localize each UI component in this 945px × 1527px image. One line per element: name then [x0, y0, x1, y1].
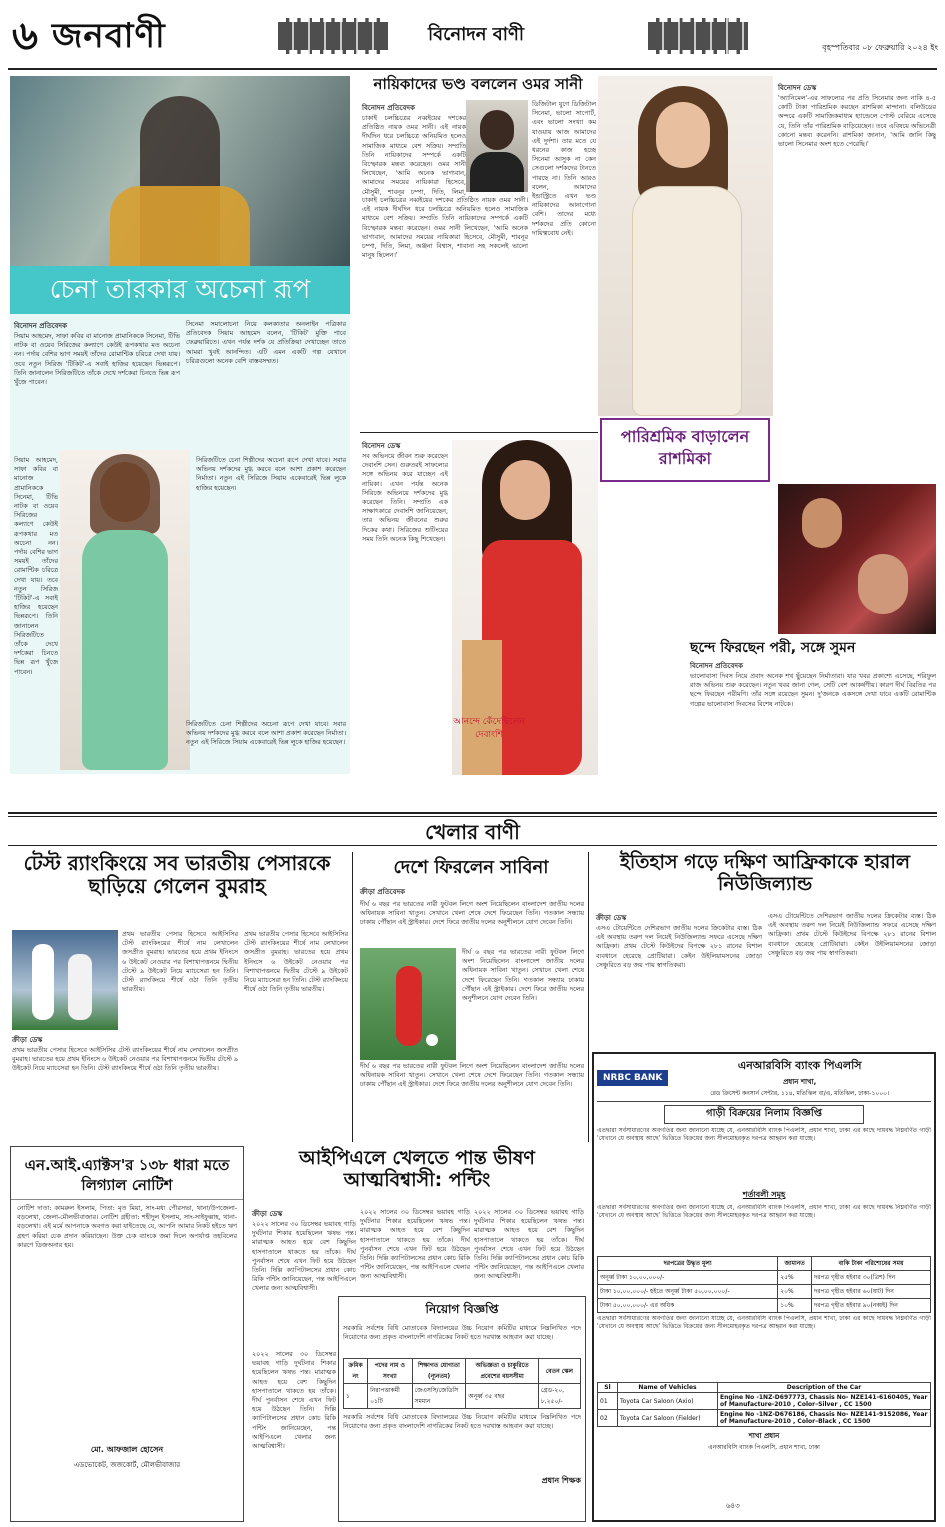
player: [396, 966, 422, 1046]
player-2: [68, 954, 92, 1020]
sports-section-title: খেলার বাণী: [425, 820, 520, 844]
niyog-title: নিয়োগ বিজ্ঞপ্তি: [425, 1302, 499, 1316]
chena-body-1: সিয়াম আহমেদ, সাফা কবির বা মানোজ প্রামানিককে সিনেমা, টিভি নাটক বা ওয়েব সিরিজের কল্যাণে কেউই রূপকথার মত অচেনা নন। পর্দায় বেশির ভাগ সময়ই তাঁদের রোমান্টিক চরিত্রে দেখা যায়। তবে নতুন সিরিজ 'টিকিট'-এ সবাই হাজির হয়েছেন ভিন্নরূপে। তিনি জানালেন সিরিজটিতে তাঁকে দেখে দর্শকেরা চিনতে ভিন্ন রূপ খুঁজে পাবেন।: [14, 332, 180, 387]
figure-face: [656, 102, 710, 168]
figure-dress: [632, 186, 742, 416]
deposit-cell: টাকা ৫০,০০,০০০/- এর অধিক: [598, 1299, 778, 1313]
niyog-cell: নিরাপত্তাকর্মী ০১টি: [368, 1384, 412, 1409]
vehicle-cell: 02: [598, 1410, 618, 1427]
chena-body-5: সিরিজটিতে চেনা শিল্পীদের অচেনা রূপে দেখা যাবে। সবার অভিনয় দর্শকদের মুগ্ধ করবে বলে আশা প্রকাশ করেছেন নির্মাতা। নতুন এই সিরিজে সিয়াম একেবারেই ভিন্ন লুকে হাজির হয়েছেন।: [186, 720, 346, 747]
logo-text: জনবাণী: [52, 16, 166, 56]
figure-head: [480, 110, 514, 150]
pant-body-4: ২০২২ সালের ৩০ ডিসেম্বর ভয়াবহ গাড়ি দুর্ঘটনার শিকার হয়েছিলেন ঋষভ পন্ত। মারাত্মক আহত হয়ে বেশ কিছুদিন হাসপাতালে থাকতে হয় তাঁকে। দীর্ঘ পুনর্বাসন শেষে এখন ফিট হয়ে উঠছেন তিনি। দিল্লি ক্যাপিটালসের প্রধান কোচ রিকি পন্টিং জানিয়েছেন, পন্ত আইপিএলে খেলার জন্য আত্মবিশ্বাসী।: [252, 1350, 336, 1451]
bumrah-vrule: [352, 852, 353, 1142]
nrbc-deposit-table: [597, 1256, 931, 1313]
niyog-cell: ১: [344, 1384, 368, 1409]
deposit-header: বাকি টাকা পরিশোধের সময়: [812, 1257, 931, 1271]
niyog-intro: সরকারি সর্বশেষ বিধি মোতাবেক বিদ্যালয়ের উচ্চ নিয়োগ কমিটির মাধ্যমে নিম্নলিখিত পদে নিয়োগের জন্য প্রকৃত বাংলাদেশি নাগরিকের নিকট হতে দরখাস্ত আহবান করা যাচ্ছে।: [343, 1324, 581, 1342]
rashmika-quote: পারিশ্রমিক বাড়ালেন রাশমিকা: [620, 427, 750, 468]
figure-hair: [90, 454, 160, 534]
nrbc-footer-role: শাখা প্রধান: [748, 1432, 780, 1440]
issue-date: বৃহস্পতিবার ০৮ ফেব্রুয়ারি ২০২৪ ইং: [822, 43, 938, 52]
sabina-byline: ক্রীড়া প্রতিবেদক: [360, 888, 406, 896]
legal-notice-box: [10, 1146, 244, 1522]
ball-icon: [426, 1034, 438, 1046]
niyog-conditions: সরকারি সর্বশেষ বিধি মোতাবেক বিদ্যালয়ের উচ্চ নিয়োগ কমিটির মাধ্যমে নিম্নলিখিত পদে নিয়োগের জন্য প্রকৃত বাংলাদেশি নাগরিকের নিকট হতে দরখাস্ত আহবান করা যাচ্ছে।: [343, 1413, 581, 1431]
deposit-cell: ২০%: [778, 1285, 812, 1299]
niyog-header-5: বেতন স্কেল: [538, 1359, 580, 1384]
rashmika-photo: [598, 76, 773, 416]
pant-body-2: ২০২২ সালের ৩০ ডিসেম্বর ভয়াবহ গাড়ি দুর্ঘটনার শিকার হয়েছিলেন ঋষভ পন্ত। মারাত্মক আহত হয়ে বেশ কিছুদিন হাসপাতালে থাকতে হয় তাঁকে। দীর্ঘ পুনর্বাসন শেষে এখন ফিট হয়ে উঠছেন তিনি। দিল্লি ক্যাপিটালসের প্রধান কোচ রিকি পন্টিং জানিয়েছেন, পন্ত আইপিএলে খেলার জন্য আত্মবিশ্বাসী।: [360, 1208, 470, 1281]
actress-photo-window: [10, 76, 350, 266]
omar-byline: বিনোদন প্রতিবেদক: [362, 104, 415, 112]
logo: [52, 16, 166, 56]
sabina-vrule: [588, 852, 589, 1142]
niyog-header-3: শিক্ষাগত যোগ্যতা (ন্যূনতম): [412, 1359, 466, 1384]
figure-2: [858, 554, 908, 614]
nrbc-logo: NRBC BANK: [597, 1070, 668, 1086]
pori-byline: বিনোদন প্রতিবেদক: [690, 662, 743, 670]
nz-body-1: এসএ টোয়েন্টিতে দেশিরভাগ জাতীয় দলের ক্রিকেটার ব্যস্ত। ঠিক এই অবস্থায় তরুণ দল নিয়েই নিউজিল্যান্ড সফরে এসেছে দক্ষিণ আফ্রিকা। প্রথম টেস্টে কিউইদের বিপক্ষে ২৮১ রানের বিশাল ব্যবধানে হেরেছে প্রোটিয়ারা। কেইন উইলিয়ামসনের জোড়া সেঞ্চুরিতে বড় জয় পায় স্বাগতিকরা।: [596, 924, 762, 969]
nz-headline: ইতিহাস গড়ে দক্ষিণ আফ্রিকাকে হারাল নিউজিল্যান্ড: [619, 851, 911, 895]
chena-byline: বিনোদন প্রতিবেদক: [14, 322, 67, 330]
debangshi-caption: আনন্দে কেঁদেছিলেন দেবাংশি: [453, 717, 525, 740]
nrbc-vehicle-table: [597, 1382, 931, 1427]
pant-headline: আইপিএলে খেলতে পান্ত ভীষণ আত্মবিশ্বাসী: পন্টিং: [299, 1147, 535, 1191]
sports-top-rule: [8, 812, 937, 814]
legal-notice-body: নোটিশ দাতা: কামরুল ইসলাম, পিতা: মৃত মিয়া, সাং-মধ্য পৌরসভা, থানা/উপজেলা-বড়লেখা, জেলা-মৌলভীবাজার। নোটিশ গ্রহীতা: শহীদুল ইসলাম, সাং-সাইফুল্লাহ, থানা-বড়লেখা। এই মর্মে আপনাকে অবগত করা যাইতেছে যে, আপনি আমার নিকট হইতে ঋণ গ্রহণ করিয়া চেক প্রদান করিয়াছেন। উক্ত চেক ব্যাংকে জমা দিলে অপর্যাপ্ত তহবিলের কারণে ডিজঅনার হয়।: [17, 1204, 237, 1249]
deposit-cell: দরপত্র গৃহীত হইবার ৬০(ষাট) দিন: [812, 1285, 931, 1299]
nz-byline: ক্রীড়া ডেস্ক: [596, 914, 627, 922]
vehicle-cell: 01: [598, 1393, 618, 1410]
omar-body-1: চাকাই চলচ্চিত্রের নব্বইয়ের দশকের প্রতিষ্ঠিত নায়ক ওমর সানী। এই নায়ক দীর্ঘদিন ধরে চলচ্চিত্রে অনিয়মিত হলেও সামাজিক মাধ্যমে বেশ সক্রিয়। সম্প্রতি তিনি নায়িকাদের সম্পর্কে একটি বিস্ফোরক মন্তব্য করেছেন। ওমর সানী লিখেছেন, 'আমি অনেক ভাগ্যবান, আমাদের সময়ের নায়িকারা হিসেবে, মৌসুমী, শাবনূর চম্পা, দিতি, লিমা,: [362, 114, 466, 196]
bumrah-body-3: প্রথম ভারতীয় পেসার হিসেবে আইসিসির টেস্ট র‍্যাংকিংয়ের শীর্ষে নাম লেখালেন জসপ্রীত বুমরাহ। ভারতের হয়ে প্রথম ইনিংসে ৬ উইকেট নেওয়ার পর বিশাখাপত্তনমে দ্বিতীয় টেস্টে ৯ উইকেট নিয়ে ম্যাচসেরা হন তিনি। টেস্ট র‍্যাংকিংয়ে শীর্ষে ওঠা তিনি তৃতীয় ভারতীয়।: [244, 930, 348, 994]
legal-notice-title: এন.আই.এ্যাক্টস'র ১৩৮ ধারা মতে লিগ্যাল নোটিশ: [11, 1147, 243, 1200]
pori-suman-photo: [778, 484, 936, 634]
pori-body-1: ভালোবাসা দিবস নিয়ে প্রবাদ অনেক শখ ছুঁয়েছেন নির্মাতারা। যার খবর প্রকাশ্যে এসেছে, শরিফুল রাজ অভিনয় শুরু করেছেন। নতুন খবর জানা গেল, সেটি বেশ আকর্ষণীয়। কারণ দীর্ঘ বিরতির পর ছন্দে ফিরছেন পরীমণি। তাঁর সঙ্গে রয়েছেন সুমন। দু'জনকে একসঙ্গে দেখা যাবে একটি রোমান্টিক গল্পের ভালোবাসা দিবসের বিশেষ নাটকে।: [690, 672, 936, 708]
masthead-rule: [8, 68, 937, 70]
chena-body-2: সিনেমা সমালোচনা নিয়ে কলকাতার অনলাইন পত্রিকার প্রতিবেদক সিয়াম আহমেদ বলেন, 'টিকিট' মুক্তি পাবে ফেব্রুয়ারিতে। এখন পর্যন্ত দর্শক যে প্রতিক্রিয়া দেখাচ্ছেন তাতে আমরা খুবই আনন্দিত। এটি এমন একটি গল্প যেখানে চরিত্রগুলো অনেক বেশি বাস্তবসম্মত।: [186, 320, 346, 365]
chena-body-4: সিয়াম আহমেদ, সাফা কবির বা মানোজ প্রামানিককে সিনেমা, টিভি নাটক বা ওয়েব সিরিজের কল্যাণে কেউই রূপকথার মত অচেনা নন। পর্দায় বেশির ভাগ সময়ই তাঁদের রোমান্টিক চরিত্রে দেখা যায়। তবে নতুন সিরিজ 'টিকিট'-এ সবাই হাজির হয়েছেন ভিন্নরূপে। তিনি জানালেন সিরিজটিতে তাঁকে দেখে দর্শকেরা চিনতে ভিন্ন রূপ খুঁজে পাবেন।: [14, 456, 58, 676]
deposit-header: জামানত: [778, 1257, 812, 1271]
nrbc-body: এতদ্বারা সর্বসাধারণের অবগতির জন্য জানানো যাচ্ছে যে, এনআরবিসি ব্যাংক পিএলসি, প্রধান শাখা, ঢাকা এর কাছে দায়বদ্ধ নিম্নবর্ণিত গাড়ী 'যেখানে যে অবস্থায় আছে' ভিত্তিতে বিক্রয়ের জন্য সীলমোহরকৃত দরপত্র আহ্বান করা যাচ্ছে।: [597, 1127, 931, 1143]
figure-dress: [82, 530, 168, 770]
omar-headline: নায়িকাদের ভণ্ড বললেন ওমর সানী: [373, 75, 583, 93]
deposit-cell: দরপত্র গৃহীত হইবার ৩০(ত্রিশ) দিন: [812, 1271, 931, 1285]
bumrah-photo: [12, 930, 118, 1030]
deposit-cell: ২৫%: [778, 1271, 812, 1285]
nrbc-footer-name: এনআরবিসি ব্যাংক পিএলসি, প্রধান শাখা, ঢাকা: [708, 1444, 820, 1451]
niyog-cell: জেএসসি/জেডিসি সমমান: [412, 1384, 466, 1409]
chena-headline: চেনা তারকার অচেনা রূপ: [49, 275, 311, 305]
sabina-body-3: দীর্ঘ ৬ বছর পর ভারতের নারী ফুটবল লিগে অংশ নিয়েছিলেন বাংলাদেশ জাতীয় দলের অধিনায়ক সাবিনা খাতুন। সেখানে খেলা শেষে দেশে ফিরেছেন তিনি। গতকাল সন্ধ্যায় ঢাকায় পৌঁছান এই স্ট্রাইকার। দেশে ফিরে জাতীয় দলের অনুশীলনে যোগ দেবেন তিনি।: [360, 1062, 584, 1089]
sabina-photo: [360, 948, 456, 1060]
niyog-cell: গ্রেড-২০, ৮,২৫০/-: [538, 1384, 580, 1409]
sabina-headline: দেশে ফিরলেন সাবিনা: [393, 857, 549, 878]
niyog-cell: অনূর্ধ্ব ৩৫ বছর: [466, 1384, 538, 1409]
stool: [462, 640, 502, 775]
nrbc-conditions: এতদ্বারা সর্বসাধারণের অবগতির জন্য জানানো যাচ্ছে যে, এনআরবিসি ব্যাংক পিএলসি, প্রধান শাখা, ঢাকা এর কাছে দায়বদ্ধ নিম্নবর্ণিত গাড়ী 'যেখানে যে অবস্থায় আছে' ভিত্তিতে বিক্রয়ের জন্য সীলমোহরকৃত দরপত্র আহ্বান করা যাচ্ছে।: [597, 1204, 931, 1220]
deposit-cell: টাকা ১০,০০,০০০/- হইতে অনূর্ধ্ব টাকা ৫০,০০,০০০/-: [598, 1285, 778, 1299]
rashmika-byline: বিনোদন ডেস্ক: [778, 84, 817, 92]
figure-body: [470, 152, 524, 192]
safa-kabir-photo: [60, 450, 190, 770]
nrbc-address: রেড ক্রিসেন্ট কনসার্ন সেন্টার, ১১৪, মতিঝিল বা/এ, মতিঝিল, ঢাকা-১০০০।: [710, 1090, 890, 1097]
film-strip-left-icon: [278, 18, 388, 54]
page-number: ৬: [12, 13, 39, 59]
pant-byline: ক্রীড়া ডেস্ক: [252, 1210, 283, 1218]
bumrah-body-2: প্রথম ভারতীয় পেসার হিসেবে আইসিসির টেস্ট র‍্যাংকিংয়ের শীর্ষে নাম লেখালেন জসপ্রীত বুমরাহ। ভারতের হয়ে প্রথম ইনিংসে ৬ উইকেট নেওয়ার পর বিশাখাপত্তনমে দ্বিতীয় টেস্টে ৯ উইকেট নিয়ে ম্যাচসেরা হন তিনি। টেস্ট র‍্যাংকিংয়ে শীর্ষে ওঠা তিনি তৃতীয় ভারতীয়।: [122, 930, 238, 994]
nrbc-notice-title: গাড়ী বিক্রয়ের নিলাম বিজ্ঞপ্তি: [664, 1105, 864, 1124]
deposit-cell: ১০%: [778, 1299, 812, 1313]
niyog-header-2: পদের নাম ও সংখ্যা: [368, 1359, 412, 1384]
figure-1: [802, 498, 842, 548]
vehicle-cell: Engine No -1NZ-D676186, Chassis No- NZE141-9152086, Year of Manufacture-2010 , Color–Black , CC 1500: [718, 1410, 931, 1427]
vehicle-cell: Toyota Car Saloon (Axio): [618, 1393, 718, 1410]
vehicle-header: Description of the Car: [718, 1383, 931, 1393]
debangshi-body-1: সব অভিনয়ে জীবন শুরু করেছেন দেবাংশি সেন। গুরুতরই সাফল্যের সঙ্গে অভিনয় করে যাচ্ছেন এই নায়িকা। এখন পর্যন্ত অনেক সিরিজে অভিনয়ে দর্শকদের মুগ্ধ করেছেন তিনি। সম্প্রতি এক সাক্ষাৎকারে দেবাংশি জানিয়েছেন, তার অভিনয় জীবনের শুরুর দিকের কথা। সিরিজের শুটিংয়ের সময় তিনি অনেক কিছু শিখেছেন।: [362, 452, 448, 543]
rashmika-quote-box: [600, 418, 770, 482]
omar-body-3: চাকাই চলচ্চিত্রের নব্বইয়ের দশকের প্রতিষ্ঠিত নায়ক ওমর সানী। এই নায়ক দীর্ঘদিন ধরে চলচ্চিত্রে অনিয়মিত হলেও সামাজিক মাধ্যমে বেশ সক্রিয়। সম্প্রতি তিনি নায়িকাদের সম্পর্কে একটি বিস্ফোরক মন্তব্য করেছেন। ওমর সানী লিখেছেন, 'আমি অনেক ভাগ্যবান, আমাদের সময়ের নায়িকারা হিসেবে, মৌসুমী, শাবনূর চম্পা, দিতি, লিমা, অঞ্জনা বিশ্বাস, শাবানা সহ সকলেই ভালো মানুষ ছিলেন।': [362, 196, 528, 260]
niyog-footer: প্রধান শিক্ষক: [541, 1476, 581, 1485]
niyog-header-1: ক্রমিক নং: [344, 1359, 368, 1384]
omar-rule: [360, 432, 598, 433]
sabina-body-1: দীর্ঘ ৬ বছর পর ভারতের নারী ফুটবল লিগে অংশ নিয়েছিলেন বাংলাদেশ জাতীয় দলের অধিনায়ক সাবিনা খাতুন। সেখানে খেলা শেষে দেশে ফিরেছেন তিনি। গতকাল সন্ধ্যায় ঢাকায় পৌঁছান এই স্ট্রাইকার। দেশে ফিরে জাতীয় দলের অনুশীলনে যোগ দেবেন তিনি।: [360, 900, 584, 927]
niyog-box: [338, 1296, 586, 1522]
legal-notice-sign-role: এডভোকেট, জজকোর্ট, মৌলভীবাজার: [73, 1461, 181, 1469]
player-1: [32, 944, 54, 1020]
bumrah-body-1: প্রথম ভারতীয় পেসার হিসেবে আইসিসির টেস্ট র‍্যাংকিংয়ের শীর্ষে নাম লেখালেন জসপ্রীত বুমরাহ। ভারতের হয়ে প্রথম ইনিংসে ৬ উইকেট নেওয়ার পর বিশাখাপত্তনমে দ্বিতীয় টেস্টে ৯ উইকেট নিয়ে ম্যাচসেরা হন তিনি। টেস্ট র‍্যাংকিংয়ে শীর্ষে ওঠা তিনি তৃতীয় ভারতীয়।: [12, 1046, 238, 1073]
sports-header: [8, 816, 937, 846]
nz-body-2: এসএ টোয়েন্টিতে দেশিরভাগ জাতীয় দলের ক্রিকেটার ব্যস্ত। ঠিক এই অবস্থায় তরুণ দল নিয়েই নিউজিল্যান্ড সফরে এসেছে দক্ষিণ আফ্রিকা। প্রথম টেস্টে কিউইদের বিপক্ষে ২৮১ রানের বিশাল ব্যবধানে হেরেছে প্রোটিয়ারা। কেইন উইলিয়ামসনের জোড়া সেঞ্চুরিতে বড় জয় পায় স্বাগতিকরা।: [768, 912, 936, 957]
pant-body-3: ২০২২ সালের ৩০ ডিসেম্বর ভয়াবহ গাড়ি দুর্ঘটনার শিকার হয়েছিলেন ঋষভ পন্ত। মারাত্মক আহত হয়ে বেশ কিছুদিন হাসপাতালে থাকতে হয় তাঁকে। দীর্ঘ পুনর্বাসন শেষে এখন ফিট হয়ে উঠছেন তিনি। দিল্লি ক্যাপিটালসের প্রধান কোচ রিকি পন্টিং জানিয়েছেন, পন্ত আইপিএলে খেলার জন্য আত্মবিশ্বাসী।: [474, 1208, 584, 1281]
vehicle-cell: Engine No -1NZ-D697773, Chassis No- NZE141-6160405, Year of Manufacture-2010 , Color–Silver , CC 1500: [718, 1393, 931, 1410]
debangshi-byline: বিনোদন ডেস্ক: [362, 442, 401, 450]
chena-headline-box: [10, 266, 350, 314]
masthead: [8, 8, 937, 66]
nrbc-ad-box: [592, 1052, 936, 1522]
vehicle-header: Name of Vehicles: [618, 1383, 718, 1393]
nrbc-conditions-title: শর্তাবলী সমূহ: [742, 1190, 786, 1199]
pant-body-1: ২০২২ সালের ৩০ ডিসেম্বর ভয়াবহ গাড়ি দুর্ঘটনার শিকার হয়েছিলেন ঋষভ পন্ত। মারাত্মক আহত হয়ে বেশ কিছুদিন হাসপাতালে থাকতে হয় তাঁকে। দীর্ঘ পুনর্বাসন শেষে এখন ফিট হয়ে উঠছেন তিনি। দিল্লি ক্যাপিটালসের প্রধান কোচ রিকি পন্টিং জানিয়েছেন, পন্ত আইপিএলে খেলার জন্য আত্মবিশ্বাসী।: [252, 1220, 356, 1293]
nrbc-bank-name: এনআরবিসি ব্যাংক পিএলসি: [737, 1059, 862, 1072]
deposit-cell: অনূর্ধ্ব টাকা ১০,০০,০০০/-: [598, 1271, 778, 1285]
pori-headline: ছন্দে ফিরছেন পরী, সঙ্গে সুমন: [690, 640, 856, 656]
deposit-header: দরপত্রের উদ্ধৃত মূল্য: [598, 1257, 778, 1271]
niyog-table: [343, 1358, 581, 1409]
chena-body-3: সিরিজটিতে চেনা শিল্পীদের অচেনা রূপে দেখা যাবে। সবার অভিনয় দর্শকদের মুগ্ধ করবে বলে আশা প্রকাশ করেছেন নির্মাতা। নতুন এই সিরিজে সিয়াম একেবারেই ভিন্ন লুকে হাজির হয়েছেন।: [196, 456, 346, 492]
deposit-cell: দরপত্র গৃহীত হইবার ৯০(নব্বই) দিন: [812, 1299, 931, 1313]
bumrah-byline: ক্রীড়া ডেস্ক: [12, 1036, 43, 1044]
nrbc-code: ৬৪৩: [726, 1502, 740, 1510]
omar-body-2: ডিজিটাল যুগে ডিজিটাল সিনেমা, ভালো সাপোর্ট, এবং ভালো সংখ্যা কম যাওয়ায় আজ আমাদের এই দুর্দশা। তার মতে যে ধরনের কাজ হচ্ছে সিনেমা আসুক না কেন সেগুলো দর্শকদের টানতে পারছে না। তিনি আরও বলেন, আমাদের ইন্ডাস্ট্রিতে এখন ভণ্ড নায়িকাদের আনাগোনা বেশি। তাদের মধ্যে দর্শকদের প্রতি কোনো দায়িত্ববোধ নেই।: [532, 100, 596, 237]
section-title: বিনোদন বাণী: [427, 24, 525, 45]
niyog-header-4: অভিজ্ঞতা ও চাকুরিতে প্রবেশের বয়সসীমা: [466, 1359, 538, 1384]
sabina-body-2: দীর্ঘ ৬ বছর পর ভারতের নারী ফুটবল লিগে অংশ নিয়েছিলেন বাংলাদেশ জাতীয় দলের অধিনায়ক সাবিনা খাতুন। সেখানে খেলা শেষে দেশে ফিরেছেন তিনি। গতকাল সন্ধ্যায় ঢাকায় পৌঁছান এই স্ট্রাইকার। দেশে ফিরে জাতীয় দলের অনুশীলনে যোগ দেবেন তিনি।: [462, 948, 584, 1003]
nrbc-branch: প্রধান শাখা,: [783, 1078, 817, 1086]
omar-sani-photo: [466, 100, 528, 192]
vehicle-cell: Toyota Car Saloon (Fielder): [618, 1410, 718, 1427]
film-strip-right-icon: [648, 18, 748, 54]
nrbc-more-conditions: এতদ্বারা সর্বসাধারণের অবগতির জন্য জানানো যাচ্ছে যে, এনআরবিসি ব্যাংক পিএলসি, প্রধান শাখা, ঢাকা এর কাছে দায়বদ্ধ নিম্নবর্ণিত গাড়ী 'যেখানে যে অবস্থায় আছে' ভিত্তিতে বিক্রয়ের জন্য সীলমোহরকৃত দরপত্র আহ্বান করা যাচ্ছে।: [597, 1315, 931, 1331]
legal-notice-sign-name: মো. আফজাল হোসেন: [90, 1445, 164, 1454]
figure-dress: [110, 186, 250, 266]
bumrah-headline: টেস্ট র‍্যাংকিংয়ে সব ভারতীয় পেসারকে ছাড়িয়ে গেলেন বুমরাহ: [23, 851, 331, 898]
rashmika-body: 'অ্যানিমেল'-এর সাফল্যের পর প্রতি সিনেমার জন্য নাকি ৪-৫ কোটি টাকা পারিশ্রমিক করছেন রাশমিকা মান্দানা। বলিউডের অন্দরে একটি সামাজিকমাধ্যম হ্যান্ডেলে পোস্ট বেরিয়ে এসেছে যে, তিনি তাঁর পারিশ্রমিক বাড়িয়েছেন। তবে এবিষয়ে অভিনেত্রী কোনো মন্তব্য করেননি। রাশমিকা জানান, 'আমি জানি কিছু ভালো সিনেমার অংশ হতে পেরেছি।': [778, 94, 936, 149]
vehicle-header: Sl: [598, 1383, 618, 1393]
